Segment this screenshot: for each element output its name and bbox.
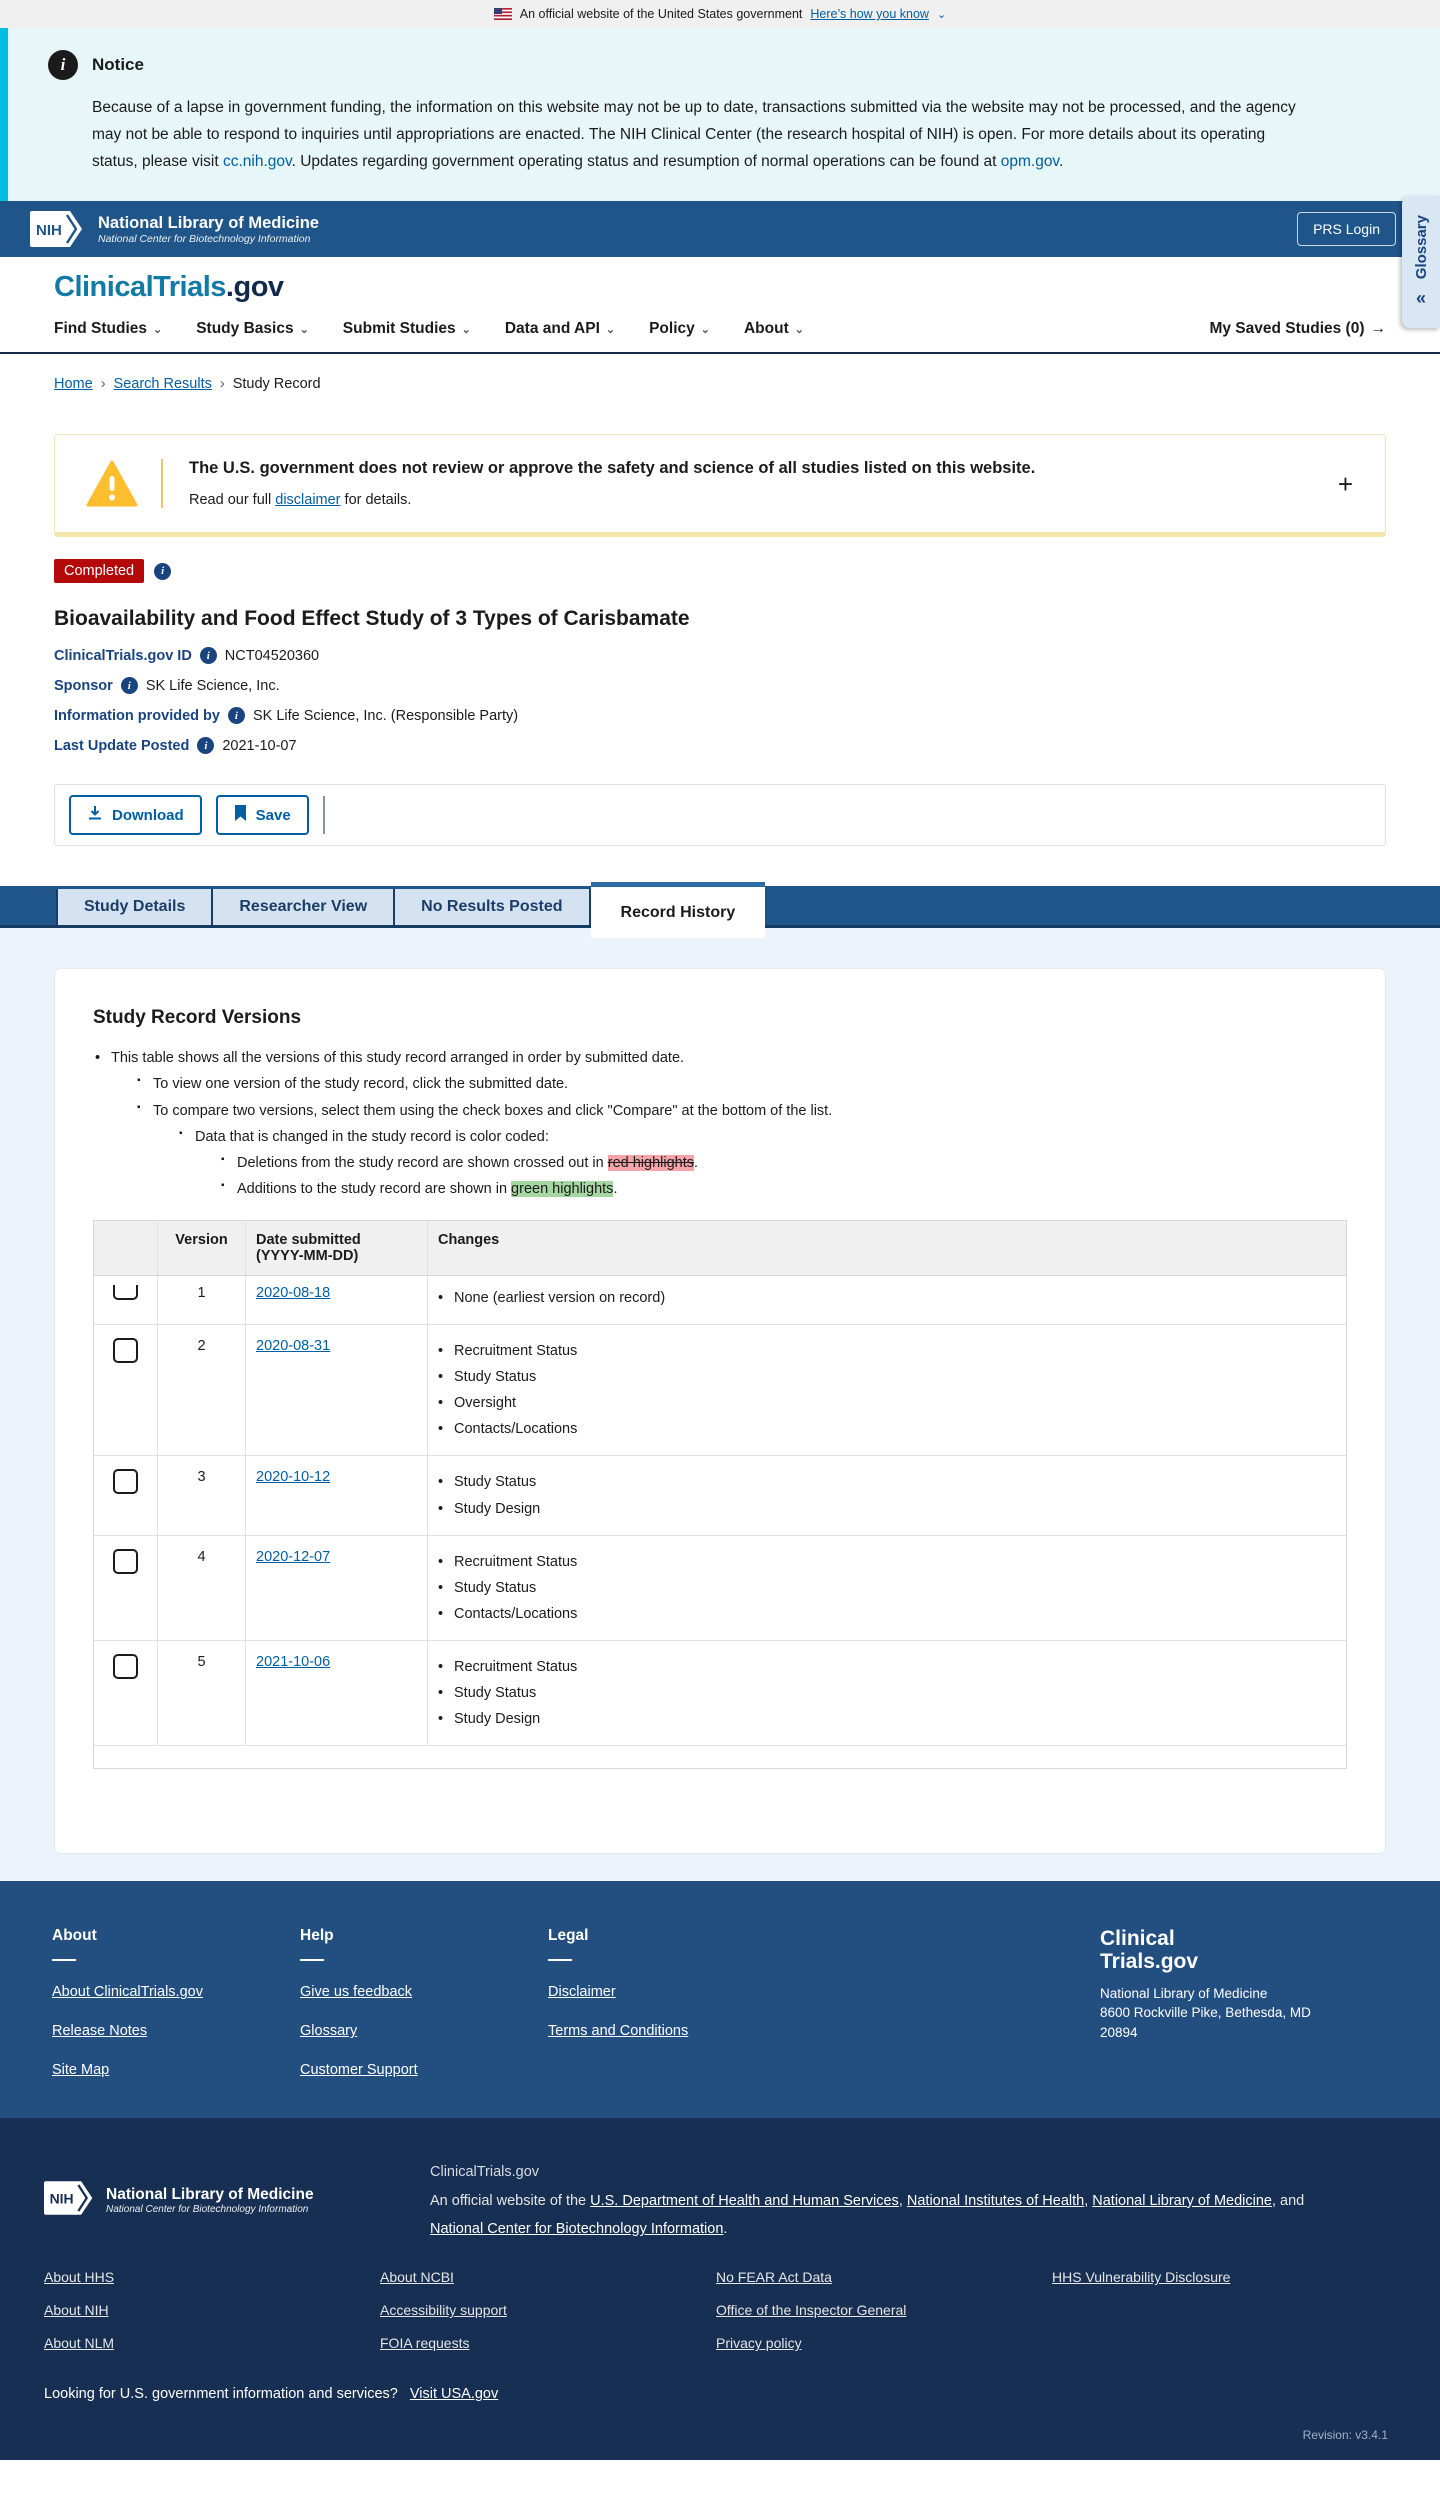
notice-text-2: . Updates regarding government operating status and resumption of normal operations can be found at [291, 153, 1001, 171]
us-flag-icon [494, 8, 512, 20]
footer-bottom [0, 2118, 1440, 2460]
nlm-link[interactable]: National Library of Medicine [1092, 2192, 1272, 2209]
footer-feedback-link[interactable]: Give us feedback [300, 1984, 413, 2001]
notice-title: Notice [92, 55, 144, 74]
collapse-left-icon[interactable]: « [1415, 287, 1426, 308]
version-column-header: Version [158, 1221, 246, 1275]
breadcrumb-current: Study Record [232, 376, 321, 393]
info-icon[interactable]: i [200, 647, 217, 664]
footer-legal-column [548, 1927, 848, 2078]
field-information-provided-by: Information provided by i SK Life Science, Inc. (Responsible Party) [54, 707, 519, 724]
footer-nlm-sub: National Center for Biotechnology Information [106, 2203, 309, 2215]
footer-about-heading: About [52, 1927, 97, 1945]
chevron-down-icon: ⌄ [700, 323, 710, 336]
gov-banner [0, 0, 1440, 28]
disclaimer-subtext: Read our full disclaimer for details. [189, 492, 412, 509]
version-2-date-link[interactable]: 2020-08-31 [256, 1338, 331, 1355]
main-nav [54, 320, 1386, 352]
footer-brand-line2: Trials.gov [1100, 1950, 1199, 1974]
version-1-date-link[interactable]: 2020-08-18 [256, 1284, 331, 1301]
version-5-date-link[interactable]: 2021-10-06 [256, 1653, 331, 1670]
version-number: 2 [158, 1325, 246, 1455]
cc-nih-gov-link[interactable]: cc.nih.gov [222, 153, 292, 171]
version-1-checkbox[interactable] [113, 1285, 138, 1300]
notice-body [48, 94, 1298, 175]
opm-gov-link[interactable]: opm.gov [1000, 153, 1060, 171]
divider [52, 1959, 76, 1961]
footer-terms-link[interactable]: Terms and Conditions [548, 2023, 689, 2040]
visit-usa-gov-link[interactable]: Visit USA.gov [409, 2386, 499, 2403]
changes-column-header: Changes [438, 1231, 500, 1248]
study-field-list [54, 647, 1386, 754]
table-row [94, 1276, 1346, 1325]
inspector-general-link[interactable]: Office of the Inspector General [716, 2302, 907, 2319]
prs-login-button[interactable]: PRS Login [1297, 212, 1396, 246]
info-icon[interactable]: i [197, 737, 214, 754]
field-value: SK Life Science, Inc. [145, 677, 280, 694]
nih-logo[interactable] [30, 208, 86, 250]
notice-text-3: . [1059, 153, 1064, 171]
funding-notice [0, 28, 1440, 201]
change-item: • Recruitment Status [438, 1654, 1336, 1680]
nav-about[interactable]: About ⌄ [743, 320, 804, 338]
breadcrumb-home-link[interactable]: Home [54, 376, 93, 393]
nlm-header [0, 201, 1440, 257]
footer-brand-line1: Clinical [1100, 1927, 1175, 1951]
footer-release-notes-link[interactable]: Release Notes [52, 2023, 148, 2040]
breadcrumb-separator: › [219, 376, 225, 393]
record-history-panel [0, 928, 1440, 1881]
field-value: NCT04520360 [224, 647, 320, 664]
footer-site-map-link[interactable]: Site Map [52, 2062, 110, 2079]
table-row [94, 1325, 1346, 1456]
nih-logo [44, 2178, 96, 2223]
bookmark-icon [234, 805, 247, 825]
footer-brand-block [1100, 1927, 1360, 2078]
change-item: • Contacts/Locations [438, 1601, 1336, 1627]
status-badge: Completed [54, 559, 144, 583]
checkbox-column-header [94, 1221, 158, 1275]
footer-official-statement: ClinicalTrials.gov An official website of the U.S. Department of Health and Human Services, National Institutes of Health, National Library of Medicine, and National Center for Biotechnology Information. [430, 2158, 1310, 2243]
hhs-vulnerability-link[interactable]: HHS Vulnerability Disclosure [1052, 2269, 1231, 2286]
tab-no-results-posted[interactable]: No Results Posted [395, 889, 590, 925]
study-title: Bioavailability and Food Effect Study of 3 Types of Carisbamate [54, 607, 690, 631]
footer-nlm-logo-block[interactable] [44, 2158, 374, 2243]
arrow-right-icon: → [1370, 320, 1386, 338]
disclaimer-link[interactable]: disclaimer [275, 492, 341, 509]
logo-suffix-text: .gov [225, 271, 284, 304]
divider [323, 796, 325, 834]
divider [300, 1959, 324, 1961]
nih-link[interactable]: National Institutes of Health [906, 2192, 1085, 2209]
version-number: 3 [158, 1456, 246, 1534]
versions-instructions [93, 1045, 1347, 1202]
footer-address: National Library of Medicine 8600 Rockville Pike, Bethesda, MD 20894 [1100, 1985, 1311, 2040]
study-record-versions-card [54, 968, 1386, 1854]
ncbi-link[interactable]: National Center for Biotechnology Information [430, 2220, 724, 2237]
instruction-item: ▪ Data that is changed in the study record is color coded: ▪ Deletions from the study record are shown crossed out in red highlights. ▪ Additions to the study record are shown in green highlights. [177, 1124, 1347, 1202]
version-number: 1 [158, 1276, 246, 1324]
svg-text:NIH: NIH [49, 2190, 74, 2207]
table-body-scroll[interactable] [94, 1276, 1346, 1768]
my-saved-studies-link[interactable]: My Saved Studies (0) → [1209, 320, 1386, 338]
change-item: • Contacts/Locations [438, 1416, 1336, 1442]
footer-customer-support-link[interactable]: Customer Support [300, 2062, 418, 2079]
version-5-checkbox[interactable] [113, 1654, 138, 1679]
instruction-item: ▪ To compare two versions, select them using the check boxes and click "Compare" at the bottom of the list. ▪ Data that is changed in the study record is color coded: ▪ Deletions from the study record are shown crossed out in red highlights. ▪ Additions to the study record are shown in green highlights. [135, 1098, 1347, 1202]
chevron-down-icon[interactable]: ⌄ [936, 8, 947, 21]
table-header-row [94, 1221, 1346, 1276]
nav-find-studies[interactable]: Find Studies ⌄ [54, 320, 163, 338]
green-highlight-sample: green highlights [511, 1180, 614, 1197]
footer-about-column [52, 1927, 300, 2078]
footer-glossary-link[interactable]: Glossary [300, 2023, 358, 2040]
date-column-header: Date submitted (YYYY-MM-DD) [246, 1221, 428, 1275]
red-highlight-sample: red highlights [607, 1154, 694, 1171]
footer-help-column [300, 1927, 548, 2078]
expand-plus-icon[interactable]: + [1337, 468, 1353, 499]
breadcrumb-search-results-link[interactable]: Search Results [113, 376, 212, 393]
change-item: • None (earliest version on record) [438, 1285, 1336, 1311]
svg-text:NIH: NIH [36, 222, 62, 240]
government-disclaimer-box [54, 434, 1386, 537]
gov-banner-text: An official website of the United States government [519, 7, 803, 21]
change-item: • Study Design [438, 1706, 1336, 1732]
nav-study-basics[interactable]: Study Basics ⌄ [196, 320, 309, 338]
chevron-down-icon: ⌄ [153, 323, 163, 336]
nav-submit-studies[interactable]: Submit Studies ⌄ [342, 320, 471, 338]
about-hhs-link[interactable]: About HHS [44, 2269, 115, 2286]
tab-record-history[interactable]: Record History [591, 882, 766, 938]
privacy-policy-link[interactable]: Privacy policy [716, 2335, 802, 2352]
table-row [94, 1456, 1346, 1535]
change-item: • Recruitment Status [438, 1549, 1336, 1575]
tab-researcher-view[interactable]: Researcher View [213, 889, 395, 925]
save-button[interactable]: Save [216, 795, 309, 835]
field-last-update-posted: Last Update Posted i 2021-10-07 [54, 737, 297, 754]
chevron-down-icon: ⌄ [605, 323, 616, 336]
table-row [94, 1641, 1346, 1746]
change-item: • Study Status [438, 1364, 1336, 1390]
footer-legal-heading: Legal [548, 1927, 589, 1945]
version-number: 4 [158, 1536, 246, 1640]
about-nih-link[interactable]: About NIH [44, 2302, 109, 2319]
footer-nlm-org: National Library of Medicine [106, 2186, 314, 2204]
logo-main-text: ClinicalTrials [54, 271, 226, 304]
version-4-checkbox[interactable] [113, 1549, 138, 1574]
how-you-know-link[interactable]: Here’s how you know [810, 7, 929, 21]
info-icon[interactable]: i [228, 707, 245, 724]
action-bar [54, 784, 1386, 846]
warning-icon [81, 460, 143, 508]
about-nlm-link[interactable]: About NLM [44, 2335, 115, 2352]
field-value: 2021-10-07 [222, 737, 297, 754]
table-row [94, 1536, 1346, 1641]
change-item: • Study Status [438, 1680, 1336, 1706]
chevron-down-icon: ⌄ [794, 323, 804, 336]
record-tabbar [0, 886, 1440, 928]
footer-ct-label: ClinicalTrials.gov [430, 2164, 540, 2181]
versions-heading: Study Record Versions [93, 1007, 302, 1029]
nlm-org-title: National Library of Medicine [98, 213, 319, 232]
divider [548, 1959, 572, 1961]
footer-help-heading: Help [300, 1927, 334, 1945]
versions-table [93, 1220, 1347, 1769]
footer-disclaimer-link[interactable]: Disclaimer [548, 1984, 616, 2001]
version-number: 5 [158, 1641, 246, 1745]
version-3-date-link[interactable]: 2020-10-12 [256, 1469, 331, 1486]
nlm-subtitle: National Center for Biotechnology Information [98, 232, 311, 245]
footer-grid-col-2 [380, 2269, 716, 2368]
instruction-item: ▪ To view one version of the study record, click the submitted date. [135, 1071, 1347, 1097]
breadcrumb-separator: › [100, 376, 106, 393]
hhs-link[interactable]: U.S. Department of Health and Human Services [590, 2192, 899, 2209]
revision-label: Revision: v3.4.1 [1302, 2428, 1388, 2443]
table-empty-area [94, 1746, 1346, 1768]
field-sponsor: Sponsor i SK Life Science, Inc. [54, 677, 280, 694]
instruction-item-additions: ▪ Additions to the study record are shown in green highlights. [219, 1176, 1347, 1202]
change-item: • Study Status [438, 1575, 1336, 1601]
info-icon[interactable]: i [154, 563, 171, 580]
disclaimer-heading: The U.S. government does not review or approve the safety and science of all studies listed on this website. [189, 459, 1036, 478]
glossary-tab-label: Glossary [1412, 215, 1430, 280]
footer-grid-col-4 [1052, 2269, 1388, 2368]
nav-policy[interactable]: Policy ⌄ [649, 320, 710, 338]
version-3-checkbox[interactable] [113, 1469, 138, 1494]
notice-text-1: Because of a lapse in government funding, the information on this website may not be up to date, transactions submitted via the website may not be processed, and the agency may not be able to respond to inquiries until appropriations are enacted. The NIH Clinical Center (the research hospital of NIH) is open. For more details about its operating status, please visit [92, 99, 1296, 171]
site-header [0, 257, 1440, 354]
chevron-down-icon: ⌄ [299, 323, 309, 336]
change-item: • Study Status [438, 1469, 1336, 1495]
download-button[interactable]: Download [69, 795, 202, 835]
download-icon [87, 805, 103, 825]
version-4-date-link[interactable]: 2020-12-07 [256, 1548, 331, 1565]
info-icon: i [48, 50, 78, 80]
nav-data-and-api[interactable]: Data and API ⌄ [504, 320, 616, 338]
tab-study-details[interactable]: Study Details [56, 889, 213, 925]
footer-link-grid [44, 2269, 1388, 2368]
chevron-down-icon: ⌄ [461, 323, 471, 336]
field-nct-id: ClinicalTrials.gov ID i NCT04520360 [54, 647, 320, 664]
footer-usa-gov-row: Looking for U.S. government information and services? Visit USA.gov [44, 2386, 499, 2403]
change-item: • Study Design [438, 1496, 1336, 1522]
about-ncbi-link[interactable]: About NCBI [380, 2269, 454, 2286]
footer-grid-col-1 [44, 2269, 380, 2368]
clinicaltrials-logo[interactable] [54, 271, 1386, 304]
footer-grid-col-3 [716, 2269, 1052, 2368]
info-icon[interactable]: i [121, 677, 138, 694]
foia-requests-link[interactable]: FOIA requests [380, 2335, 470, 2352]
change-item: • Oversight [438, 1390, 1336, 1416]
breadcrumb [0, 354, 1440, 392]
instruction-item: • This table shows all the versions of this study record arranged in order by submitted date. ▪ To view one version of the study record, click the submitted date. ▪ To compare two versions, select them using the check boxes and click "Compare" at the bottom of the list. ▪ Data that is changed in the study record is color coded: ▪ Deletions from the study record are shown crossed out in red highlights. ▪ Additions to the study record are shown in green highlights. [93, 1045, 1347, 1202]
glossary-side-tab[interactable] [1402, 196, 1440, 328]
change-item: • Recruitment Status [438, 1338, 1336, 1364]
version-2-checkbox[interactable] [113, 1338, 138, 1363]
accessibility-support-link[interactable]: Accessibility support [380, 2302, 507, 2319]
instruction-item-deletions: ▪ Deletions from the study record are shown crossed out in red highlights. [219, 1150, 1347, 1176]
no-fear-act-link[interactable]: No FEAR Act Data [716, 2269, 832, 2286]
footer-top [0, 1881, 1440, 2118]
field-value: SK Life Science, Inc. (Responsible Party) [252, 707, 519, 724]
footer-about-clinicaltrials-link[interactable]: About ClinicalTrials.gov [52, 1984, 203, 2001]
